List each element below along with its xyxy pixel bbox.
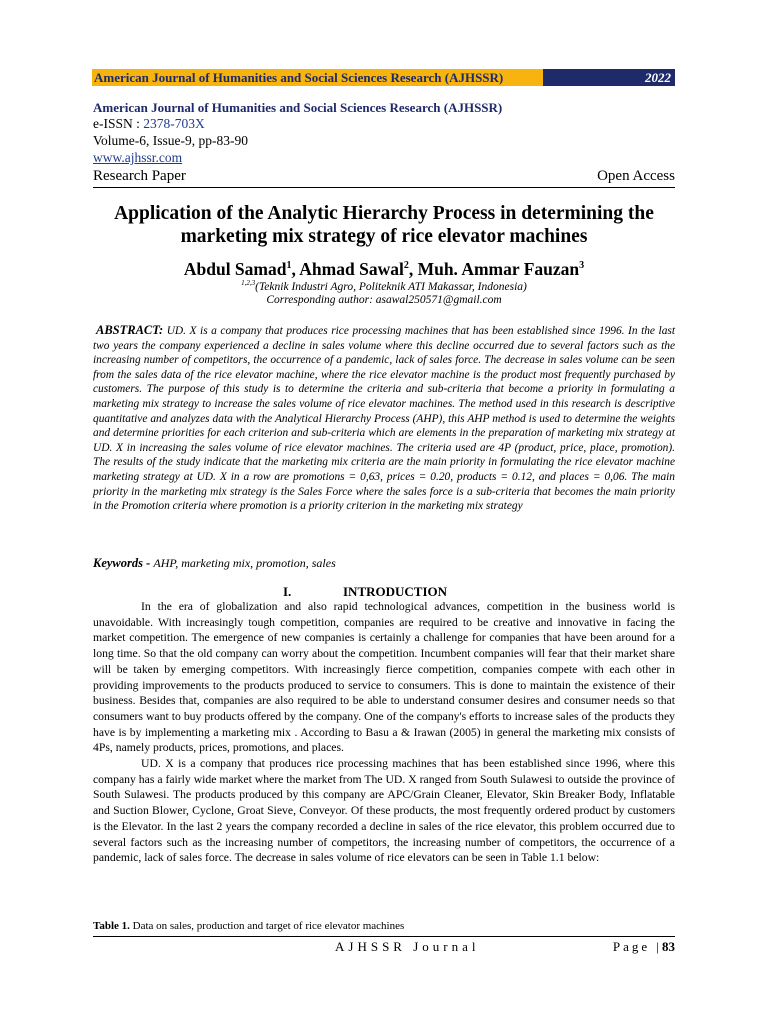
paragraph: UD. X is a company that produces rice processing machines that has been established since 1996, where this company has a fairly wide market where the market from The UD. X ranged from South Sulawesi to outside the province of South Sulawesi. The products produced by this company are APC/Grain Cleaner, Elevator, Skin Breaker Body, Inflatable and Suction Blower, Cyclone, Groat Sieve, Conveyor. Of these products, the most frequently ordered product by customers is the Elevator. In the last 2 years the company recorded a decline in sales of the rice elevator, this problem occurred due to several factors such as the increasing number of competitors, the increasing number of competitors, the occurrence of a pandemic, lack of sales force. The decrease in sales volume of rice elevators can be seen in Table 1.1 below:: [93, 757, 675, 865]
author-sup: 1: [286, 260, 292, 272]
banner-journal-name: American Journal of Humanities and Social Sciences Research (AJHSSR): [92, 69, 543, 86]
journal-url-link[interactable]: www.ajhssr.com: [93, 150, 183, 165]
section-number: I.: [283, 584, 292, 599]
author-name: Muh. Ammar Fauzan: [417, 259, 580, 279]
footer-journal: AJHSSR Journal: [335, 939, 480, 954]
author-sup: 3: [579, 260, 585, 272]
introduction-body: [93, 599, 675, 866]
page-number: 83: [662, 939, 675, 954]
paragraph: In the era of globalization and also rapid technological advances, competition in the business world is unavoidable. With increasingly tough competition, companies are required to be creative and innovative in facing the market competition. The emergence of new companies is certainly a challenge for companies that have been around for a long time. So that the old company can worry about the competition. Incumbent companies will fear that their market share will be taken by emerging competitors. With increasingly fierce competition, companies compete with each other in providing improvements to the products produced to service to consumers. This is done to maintain the existence of their business. Besides that, companies are also required to be able to understand consumer desires and consumer needs so that consumers want to buy products offered by the company. One of the company's efforts to increase sales of the products they have is by implementing a marketing mix . According to Basu a & Irawan (2005) in general the marketing mix consists of 4Ps, namely products, prices, promotions, and places.: [93, 600, 675, 755]
article-title: Application of the Analytic Hierarchy Process in determining the marketing mix strategy of rice elevator machines: [114, 203, 654, 247]
journal-banner: [92, 69, 675, 86]
abstract-label: ABSTRACT:: [96, 323, 164, 337]
page-label: Page |: [612, 939, 662, 954]
abstract: [93, 323, 675, 514]
volume-issue: Volume-6, Issue-9, pp-83-90: [93, 133, 248, 148]
page-footer: [93, 936, 675, 955]
affiliation-text: (Teknik Industri Agro, Politeknik ATI Makassar, Indonesia): [255, 280, 527, 293]
author-name: Abdul Samad: [183, 259, 287, 279]
keywords: [93, 556, 336, 571]
affiliation-sup: 1,2,3: [241, 279, 256, 287]
section-heading: INTRODUCTION: [343, 584, 448, 599]
footer-page: [613, 939, 675, 955]
table-caption: [93, 920, 404, 932]
author-list: Abdul Samad$^1$, Ahmad Sawal$^2$, Muh. Ammar Fauzan$^3$: [183, 259, 585, 279]
author-sup: 2: [403, 260, 409, 272]
open-access-label: Open Access: [597, 168, 675, 184]
eissn-value: 2378-703X: [143, 116, 205, 131]
paper-type-row: [93, 167, 675, 188]
table-caption-text: Data on sales, production and target of rice elevator machines: [129, 920, 405, 932]
eissn-label: e-ISSN :: [93, 116, 144, 131]
affiliation: [93, 279, 675, 293]
author-name: Ahmad Sawal: [299, 259, 404, 279]
keywords-text: AHP, marketing mix, promotion, sales: [153, 556, 336, 570]
abstract-text: UD. X is a company that produces rice processing machines that has been established since 1996. In the last two years the company experienced a decline in sales volume where this decline occurred due to several factors such as the increasing number of competitors, the occurrence of a pandemic, lack of sales force. The decrease in sales volume can be seen from the sales data of the rice elevator machine, where the rice elevator machine is the product most frequently purchased by customers. The purpose of this study is to determine the criteria and sub-criteria that become a priority in formulating a marketing mix strategy to increase the sales volume of rice elevator machines. The method used in this research is descriptive quantitative and analyzes data with the Analytical Hierarchy Process (AHP), this AHP method is used to determine the weights and determine priorities for each criterion and sub-criteria which are elements in the preparation of marketing mix strategy at UD. X in increasing the sales volume of rice elevator machines. The criteria used are 4P (product, price, place, promotion). The results of the study indicate that the marketing mix criteria are the main priority in formulating the rice elevator machine marketing strategy at UD. X in a row are promotions = 0,63, prices = 0.20, products = 0.12, and places = 0,06. The main priority in the marketing mix strategy is the Sales Force where the sales force is a sub-criteria that becomes the main priority in the Promotion criteria where promotion is a priority criterion in the marketing mix strategy: [93, 325, 675, 513]
table-caption-label: Table 1.: [93, 920, 130, 932]
keywords-label: Keywords -: [93, 556, 154, 570]
eissn: [93, 116, 205, 132]
corresponding-author: Corresponding author: asawal250571@gmail.com: [266, 294, 502, 306]
journal-name: American Journal of Humanities and Social Sciences Research (AJHSSR): [93, 100, 503, 115]
paper-type: Research Paper: [93, 168, 186, 184]
banner-year: 2022: [543, 69, 675, 86]
